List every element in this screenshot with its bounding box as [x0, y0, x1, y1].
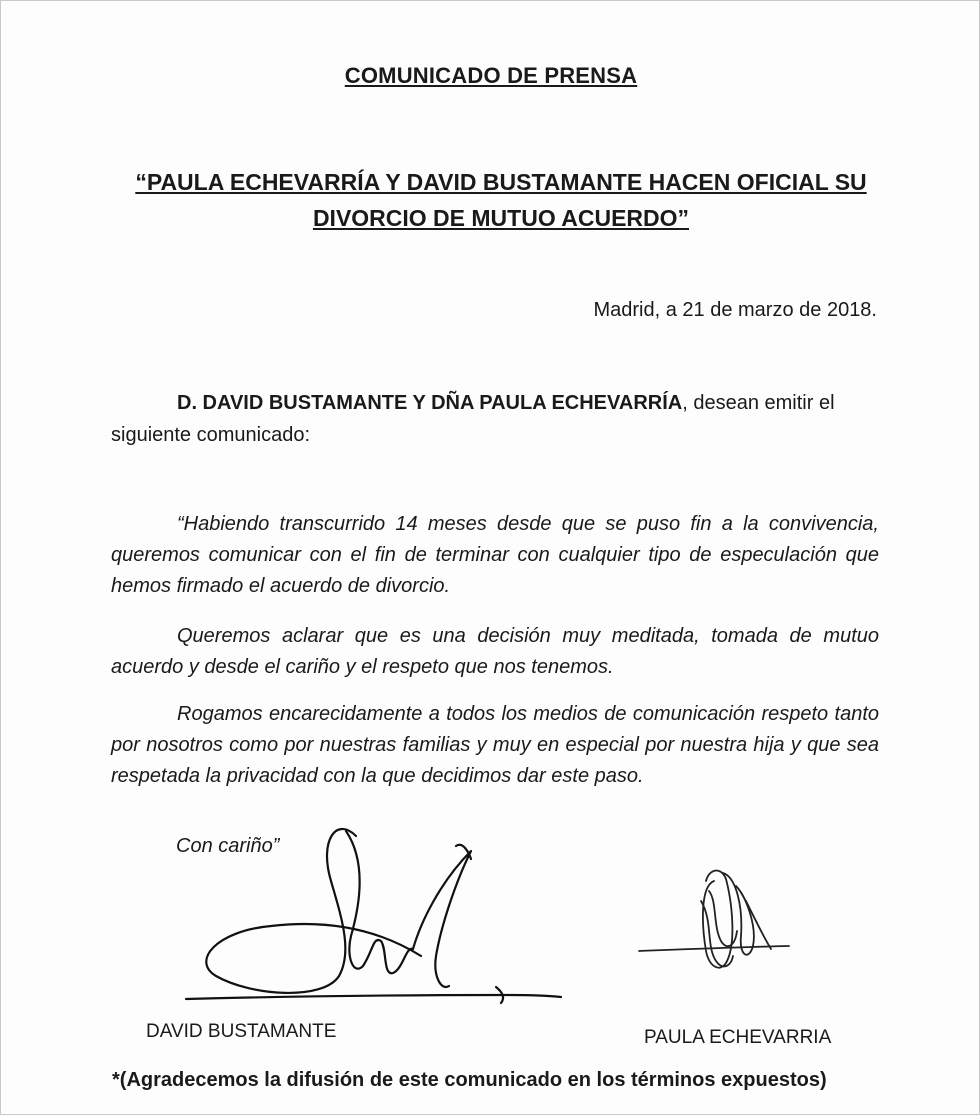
signature-paula-echevarria [639, 871, 789, 968]
signatures-layer [1, 1, 980, 1116]
signatory-right-name: PAULA ECHEVARRIA [644, 1027, 832, 1048]
statement-paragraph-3: Rogamos encarecidamente a todos los medios de comunicación respeto tanto por nosotros como por nuestras familias y muy en especial por nuestra hija y que sea respetada la privacidad con la que decidimos dar este paso. [111, 703, 879, 787]
signature-david-bustamante [186, 829, 561, 1003]
footer-note: *(Agradecemos la difusión de este comunicado en los términos expuestos) [112, 1069, 827, 1091]
closing-salutation: Con cariño” [176, 835, 280, 857]
intro-names: D. DAVID BUSTAMANTE Y DÑA PAULA ECHEVARRÍA [177, 392, 683, 414]
intro-text: , desean emitir el siguiente comunicado: [111, 392, 835, 446]
headline-line-1: “PAULA ECHEVARRÍA Y DAVID BUSTAMANTE HACEN OFICIAL SU [135, 169, 867, 195]
signatory-left-name: DAVID BUSTAMANTE [146, 1021, 337, 1042]
document-date: Madrid, a 21 de marzo de 2018. [593, 299, 877, 321]
document-title: COMUNICADO DE PRENSA [344, 63, 638, 88]
statement-paragraph-2: Queremos aclarar que es una decisión muy meditada, tomada de mutuo acuerdo y desde el cariño y el respeto que nos tenemos. [111, 625, 879, 678]
statement-paragraph-1: “Habiendo transcurrido 14 meses desde que se puso fin a la convivencia, queremos comunicar con el fin de terminar con cualquier tipo de especulación que hemos firmado el acuerdo de divorcio. [111, 513, 879, 597]
headline-line-2: DIVORCIO DE MUTUO ACUERDO” [312, 205, 690, 231]
